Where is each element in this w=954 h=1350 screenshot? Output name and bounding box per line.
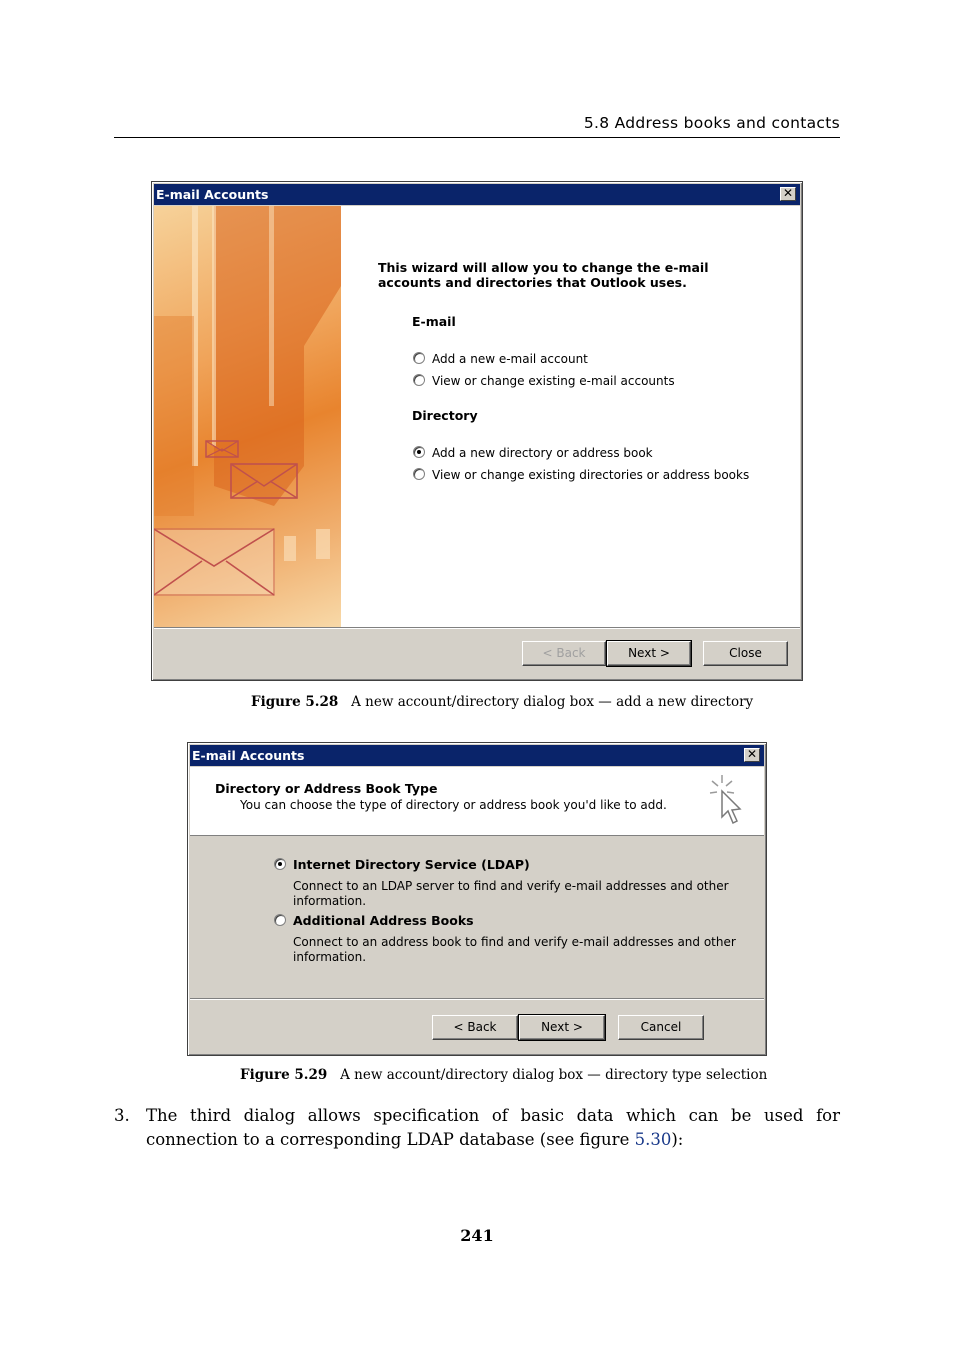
close-button[interactable]: Close	[703, 641, 788, 666]
additional-address-books-description-line-1: Connect to an address book to find and verify e-mail addresses and other	[293, 935, 736, 949]
wizard-header	[190, 767, 764, 836]
view-email-accounts-radio[interactable]	[413, 374, 425, 386]
wizard-intro-line-1: This wizard will allow you to change the e-mail	[378, 260, 709, 275]
view-directories-radio[interactable]	[413, 468, 425, 480]
envelope-artwork	[154, 206, 341, 627]
close-icon[interactable]: ✕	[780, 187, 796, 201]
body-text-end: ):	[671, 1130, 684, 1149]
figure-1-caption-text: A new account/directory dialog box — add a new directory	[351, 694, 754, 710]
view-email-accounts-label[interactable]: View or change existing e-mail accounts	[432, 374, 675, 388]
wizard-banner-image	[154, 206, 341, 627]
view-directories-label[interactable]: View or change existing directories or address books	[432, 468, 750, 482]
list-item-number: 3.	[114, 1106, 130, 1125]
close-icon[interactable]: ✕	[744, 748, 760, 762]
additional-address-books-radio[interactable]	[274, 914, 286, 926]
button-separator	[154, 627, 800, 629]
figure-2-caption	[240, 1067, 767, 1083]
email-accounts-dialog-1	[151, 181, 803, 681]
body-text: The third dialog allows specification of basic data which can be used for connection to a corresponding LDAP database (see figure	[146, 1106, 840, 1149]
figure-2-caption-label: Figure 5.29	[240, 1067, 328, 1083]
button-separator	[190, 998, 764, 1000]
figure-reference-link[interactable]: 5.30	[634, 1130, 672, 1149]
ldap-option-description-line-1: Connect to an LDAP server to find and verify e-mail addresses and other	[293, 879, 729, 893]
next-button[interactable]: Next >	[607, 641, 691, 666]
additional-address-books-description-line-2: information.	[293, 950, 367, 964]
list-item-text	[146, 1104, 840, 1152]
dialog-titlebar	[190, 745, 764, 766]
cancel-button[interactable]: Cancel	[618, 1015, 704, 1040]
directory-section-heading: Directory	[412, 408, 478, 423]
wizard-content	[154, 206, 800, 627]
running-header	[114, 114, 840, 138]
back-button[interactable]: < Back	[522, 641, 606, 666]
back-button[interactable]: < Back	[432, 1015, 518, 1040]
add-directory-radio[interactable]	[413, 446, 425, 458]
wizard-header-title: Directory or Address Book Type	[215, 781, 438, 796]
figure-1-caption	[251, 694, 753, 710]
additional-address-books-label[interactable]: Additional Address Books	[293, 913, 474, 928]
add-email-account-radio[interactable]	[413, 352, 425, 364]
ldap-option-description-line-2: information.	[293, 894, 367, 908]
next-button[interactable]: Next >	[519, 1015, 605, 1040]
ldap-radio[interactable]	[274, 858, 286, 870]
dialog-title: E-mail Accounts	[192, 748, 305, 763]
dialog-titlebar	[154, 184, 800, 205]
email-accounts-dialog-2	[187, 742, 767, 1056]
ldap-option-label[interactable]: Internet Directory Service (LDAP)	[293, 857, 530, 872]
add-email-account-label[interactable]: Add a new e-mail account	[432, 352, 588, 366]
dialog-title: E-mail Accounts	[156, 187, 269, 202]
figure-1-caption-label: Figure 5.28	[251, 694, 339, 710]
wizard-intro-line-2: accounts and directories that Outlook uses.	[378, 275, 687, 290]
add-directory-label[interactable]: Add a new directory or address book	[432, 446, 653, 460]
wizard-cursor-icon	[708, 773, 748, 831]
wizard-header-subtitle: You can choose the type of directory or address book you'd like to add.	[240, 798, 667, 812]
running-header-text: 5.8 Address books and contacts	[583, 114, 840, 132]
page-number: 241	[460, 1226, 494, 1245]
email-section-heading: E-mail	[412, 314, 456, 329]
figure-2-caption-text: A new account/directory dialog box — directory type selection	[340, 1067, 768, 1083]
